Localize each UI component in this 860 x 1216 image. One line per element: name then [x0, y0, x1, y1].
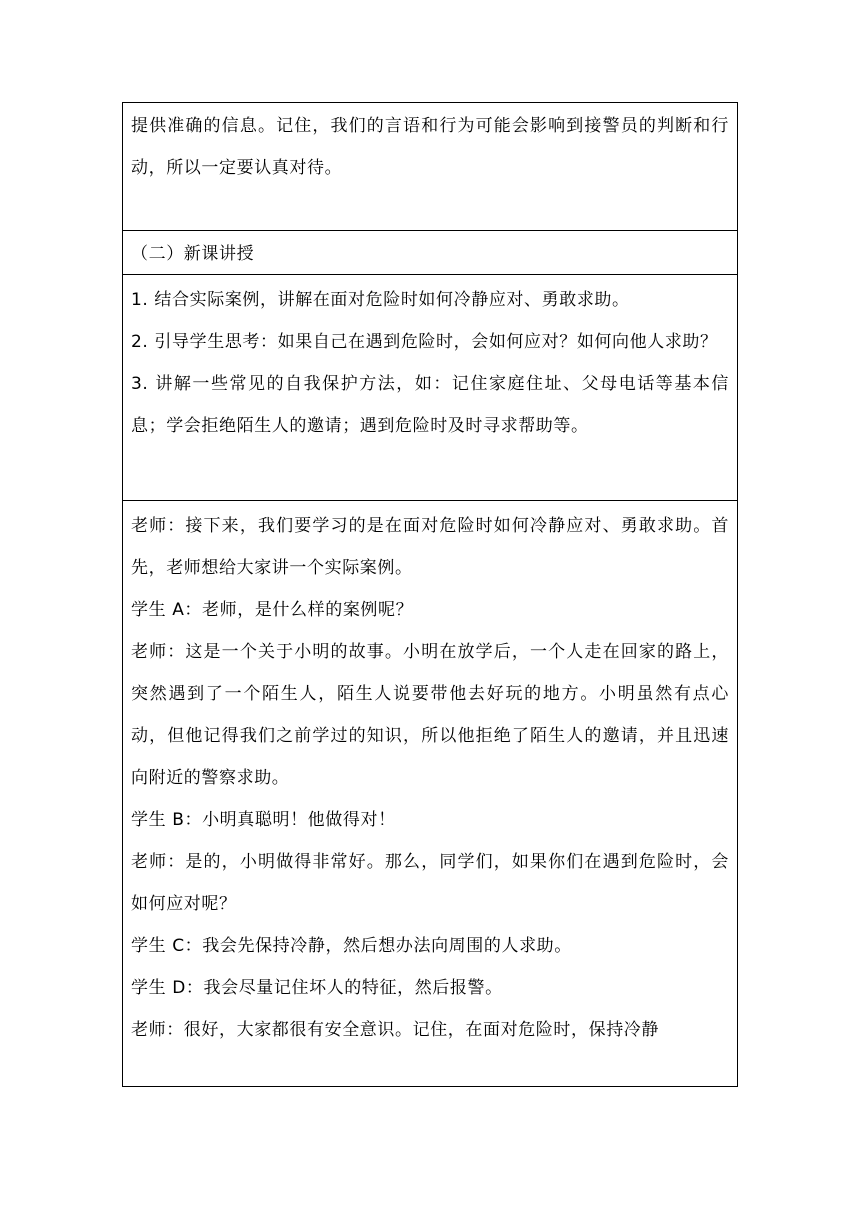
intro-paragraph: 提供准确的信息。记住，我们的言语和行为可能会影响到接警员的判断和行动，所以一定要认真对待。 [131, 116, 729, 178]
section-heading: （二）新课讲授 [131, 244, 255, 264]
dialogue-line-teacher-1: 老师：接下来，我们要学习的是在面对危险时如何冷静应对、勇敢求助。首先，老师想给大家讲一个实际案例。 [131, 516, 729, 578]
dialogue-line-teacher-3: 老师：是的，小明做得非常好。那么，同学们，如果你们在遇到危险时，会如何应对呢？ [131, 852, 729, 914]
step-item-3: 3. 讲解一些常见的自我保护方法，如：记住家庭住址、父母电话等基本信息；学会拒绝陌生人的邀请；遇到危险时及时寻求帮助等。 [131, 374, 729, 436]
table-cell-intro [123, 103, 737, 230]
table-cell-section-heading [123, 230, 737, 274]
dialogue-line-student-c: 学生 C：我会先保持冷静，然后想办法向周围的人求助。 [131, 936, 572, 956]
dialogue-line-student-a: 学生 A：老师，是什么样的案例呢？ [131, 600, 414, 620]
table-cell-steps [123, 274, 737, 500]
dialogue-line-teacher-2: 老师：这是一个关于小明的故事。小明在放学后，一个人走在回家的路上，突然遇到了一个陌生人，陌生人说要带他去好玩的地方。小明虽然有点心动，但他记得我们之前学过的知识，所以他拒绝了陌生人的邀请，并且迅速向附近的警察求助。 [131, 642, 729, 788]
lesson-table [122, 102, 738, 1087]
dialogue-line-teacher-4: 老师：很好，大家都很有安全意识。记住，在面对危险时，保持冷静 [131, 1020, 659, 1040]
step-item-2: 2. 引导学生思考：如果自己在遇到危险时，会如何应对？如何向他人求助？ [131, 332, 718, 352]
dialogue-line-student-d: 学生 D：我会尽量记住坏人的特征，然后报警。 [131, 978, 503, 998]
dialogue-line-student-b: 学生 B：小明真聪明！他做得对！ [131, 810, 396, 830]
step-item-1: 1. 结合实际案例，讲解在面对危险时如何冷静应对、勇敢求助。 [131, 290, 630, 310]
table-cell-dialogue [123, 500, 737, 1086]
